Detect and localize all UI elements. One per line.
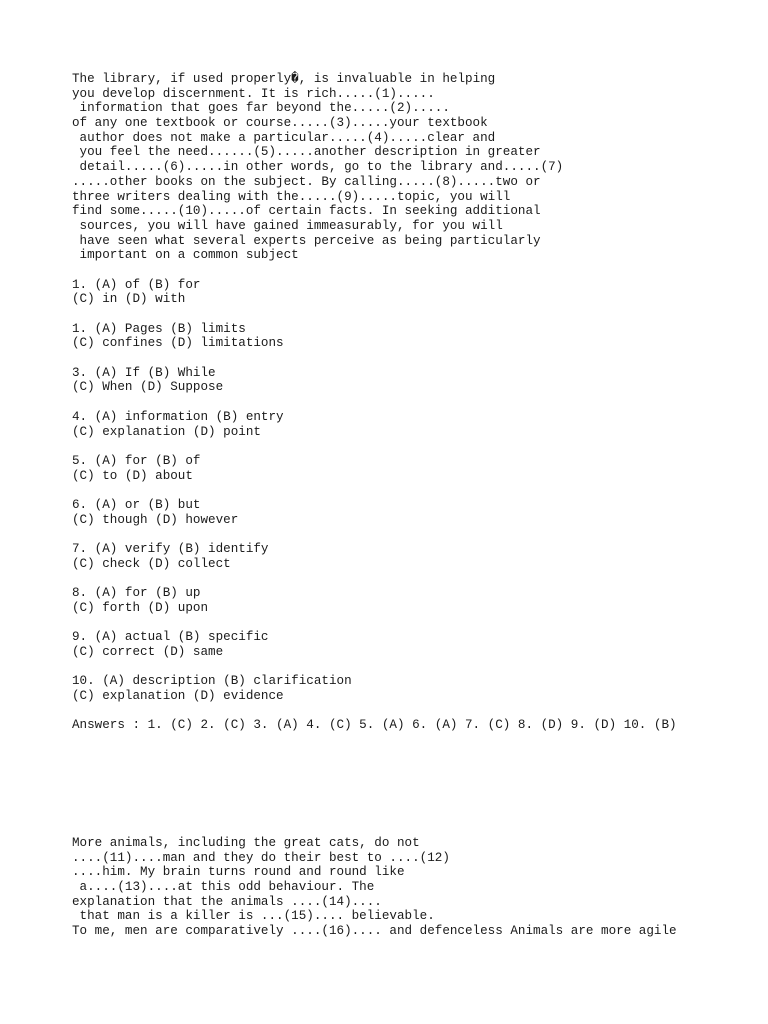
passage-line: important on a common subject xyxy=(72,248,299,263)
question-2 xyxy=(72,322,752,351)
question-options: (C) forth (D) upon xyxy=(72,600,209,615)
passage-1 xyxy=(72,72,752,263)
question-options: (C) though (D) however xyxy=(72,512,239,527)
passage-line: The library, if used properly�, is invaluable in helping xyxy=(72,72,496,86)
question-options: (C) confines (D) limitations xyxy=(72,336,284,351)
question-options: 6. (A) or (B) but xyxy=(72,497,201,512)
question-10 xyxy=(72,674,752,703)
passage-line: ....(11)....man and they do their best to ....(12) xyxy=(72,850,450,865)
question-options: (C) explanation (D) evidence xyxy=(72,688,284,703)
question-options: 10. (A) description (B) clarification xyxy=(72,674,352,689)
question-options: 3. (A) If (B) While xyxy=(72,365,216,380)
question-options: (C) correct (D) same xyxy=(72,644,224,659)
passage-line: three writers dealing with the.....(9).....topic, you will xyxy=(72,189,511,204)
question-options: 1. (A) Pages (B) limits xyxy=(72,321,246,336)
question-5 xyxy=(72,454,752,483)
passage-line: that man is a killer is ...(15).... believable. xyxy=(72,909,435,924)
passage-line: find some.....(10).....of certain facts. In seeking additional xyxy=(72,204,541,219)
passage-line: have seen what several experts perceive as being particularly xyxy=(72,233,541,248)
document-page xyxy=(72,72,752,939)
passage-line: explanation that the animals ....(14).... xyxy=(72,894,382,909)
question-options: (C) When (D) Suppose xyxy=(72,380,224,395)
passage-line: ....him. My brain turns round and round like xyxy=(72,865,405,880)
question-7 xyxy=(72,542,752,571)
passage-line: you develop discernment. It is rich.....(1)..... xyxy=(72,86,435,101)
question-options: (C) in (D) with xyxy=(72,292,186,307)
passage-line: detail.....(6).....in other words, go to the library and.....(7) xyxy=(72,160,564,175)
passage-line: sources, you will have gained immeasurably, for you will xyxy=(72,218,503,233)
question-options: 9. (A) actual (B) specific xyxy=(72,630,269,645)
question-options: 4. (A) information (B) entry xyxy=(72,409,284,424)
question-3 xyxy=(72,366,752,395)
passage-2 xyxy=(72,836,752,939)
passage-line: More animals, including the great cats, do not xyxy=(72,835,420,850)
passage-line: To me, men are comparatively ....(16).... and defenceless Animals are more agile xyxy=(72,924,677,939)
question-9 xyxy=(72,630,752,659)
question-options: (C) explanation (D) point xyxy=(72,424,261,439)
passage-line: information that goes far beyond the.....(2)..... xyxy=(72,101,450,116)
question-options: (C) to (D) about xyxy=(72,468,193,483)
passage-line: .....other books on the subject. By calling.....(8).....two or xyxy=(72,174,541,189)
question-options: 8. (A) for (B) up xyxy=(72,586,201,601)
passage-line: a....(13)....at this odd behaviour. The xyxy=(72,880,375,895)
question-6 xyxy=(72,498,752,527)
question-4 xyxy=(72,410,752,439)
question-options: 7. (A) verify (B) identify xyxy=(72,542,269,556)
passage-line: of any one textbook or course.....(3).....your textbook xyxy=(72,116,488,131)
question-options: (C) check (D) collect xyxy=(72,556,231,571)
answer-key: Answers : 1. (C) 2. (C) 3. (A) 4. (C) 5. (A) 6. (A) 7. (C) 8. (D) 9. (D) 10. (B) xyxy=(72,718,677,733)
question-options: 5. (A) for (B) of xyxy=(72,453,201,468)
question-1 xyxy=(72,278,752,307)
question-options: 1. (A) of (B) for xyxy=(72,277,201,292)
question-8 xyxy=(72,586,752,615)
page-gap xyxy=(72,733,752,836)
passage-line: author does not make a particular.....(4).....clear and xyxy=(72,130,496,145)
passage-line: you feel the need......(5).....another description in greater xyxy=(72,145,541,160)
